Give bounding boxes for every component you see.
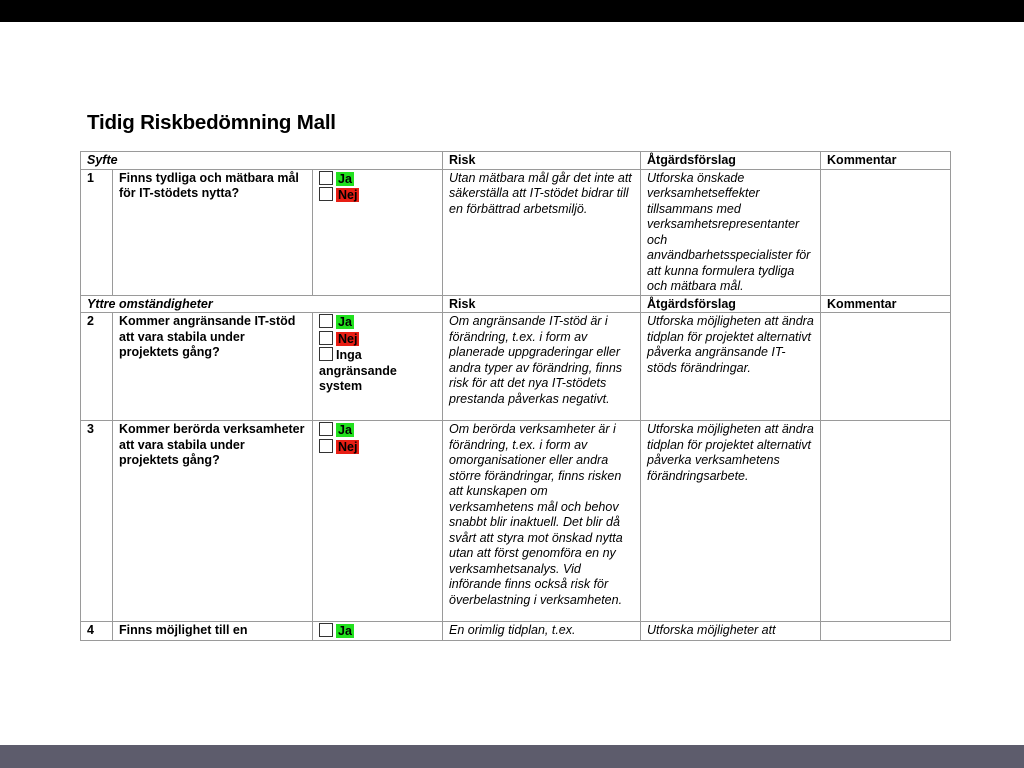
question-text: Kommer berörda verksamheter att vara stabila under projektets gång? [113,421,313,622]
option-label: Ja [338,423,352,437]
table-row [81,169,951,295]
option-ja[interactable] [319,314,436,331]
option-inga-angransande[interactable] [319,347,436,395]
column-header-risk: Risk [443,152,641,170]
checkbox-icon[interactable] [319,331,333,345]
option-nej[interactable] [319,439,436,456]
option-label: Ja [338,171,352,186]
comment-cell[interactable] [821,169,951,295]
option-nej[interactable] [319,187,436,204]
question-text: Finns möjlighet till en [113,622,313,641]
checkbox-icon[interactable] [319,171,333,185]
table-row [81,313,951,421]
risk-assessment-table [80,151,951,641]
column-header-action: Åtgärdsförslag [641,152,821,170]
answer-options [313,169,443,295]
option-label: Ja [338,315,352,329]
section-header-syfte [81,152,951,170]
top-black-bar [0,0,1024,22]
option-label: Ja [338,624,352,638]
checkbox-icon[interactable] [319,314,333,328]
bottom-bar [0,745,1024,768]
answer-options [313,421,443,622]
checkbox-icon[interactable] [319,422,333,436]
comment-cell[interactable] [821,313,951,421]
row-number: 3 [81,421,113,622]
action-text: Utforska önskade verksamhetseffekter tillsammans med verksamhetsrepresentanter och användbarhetsspecialister för att kunna formulera tydliga och mätbara mål. [641,169,821,295]
section-header-yttre [81,295,951,313]
table-row [81,622,951,641]
document-title: Tidig Riskbedömning Mall [87,111,336,134]
checkbox-icon[interactable] [319,347,333,361]
checkbox-icon[interactable] [319,623,333,637]
row-number: 1 [81,169,113,295]
checkbox-icon[interactable] [319,439,333,453]
row-number: 2 [81,313,113,421]
checkbox-icon[interactable] [319,187,333,201]
risk-text: En orimlig tidplan, t.ex. [443,622,641,641]
answer-options [313,313,443,421]
option-ja[interactable] [319,422,436,439]
question-text: Kommer angränsande IT-stöd att vara stabila under projektets gång? [113,313,313,421]
action-text: Utforska möjligheten att ändra tidplan för projektet alternativt påverka verksamhetens förändringsarbete. [641,421,821,622]
option-label: Inga angränsande system [319,348,397,393]
risk-text: Om angränsande IT-stöd är i förändring, t.ex. i form av planerade uppgraderingar eller andra typer av förändring, finns risk för att det nya IT-stödets prestanda påverkas negativt. [443,313,641,421]
option-ja[interactable] [319,623,436,640]
risk-text: Om berörda verksamheter är i förändring, t.ex. i form av omorganisationer eller andra större förändringar, finns risken att kunskapen om verksamhetens mål och behov snabbt blir inaktuell. Det blir då svårt att styra mot önskad nytta utan att först genomföra en ny verksamhetsanalys. Vid införande finns också risk för överbelastning i verksamheten. [443,421,641,622]
column-header-comment: Kommentar [821,152,951,170]
question-text: Finns tydliga och mätbara mål för IT-stödets nytta? [113,169,313,295]
option-label: Nej [338,188,358,202]
option-ja[interactable] [319,171,436,188]
comment-cell[interactable] [821,421,951,622]
comment-cell[interactable] [821,622,951,641]
risk-text: Utan mätbara mål går det inte att säkerställa att IT-stödet bidrar till en förbättrad arbetsmiljö. [443,169,641,295]
table-row [81,421,951,622]
column-header-action: Åtgärdsförslag [641,295,821,313]
section-title: Syfte [81,152,443,170]
column-header-risk: Risk [443,295,641,313]
row-number: 4 [81,622,113,641]
section-title: Yttre omständigheter [81,295,443,313]
option-label: Nej [338,331,358,346]
action-text: Utforska möjligheter att [641,622,821,641]
answer-options [313,622,443,641]
option-label: Nej [338,439,358,454]
action-text: Utforska möjligheten att ändra tidplan för projektet alternativt påverka angränsande IT-stöds förändringar. [641,313,821,421]
column-header-comment: Kommentar [821,295,951,313]
option-nej[interactable] [319,331,436,348]
